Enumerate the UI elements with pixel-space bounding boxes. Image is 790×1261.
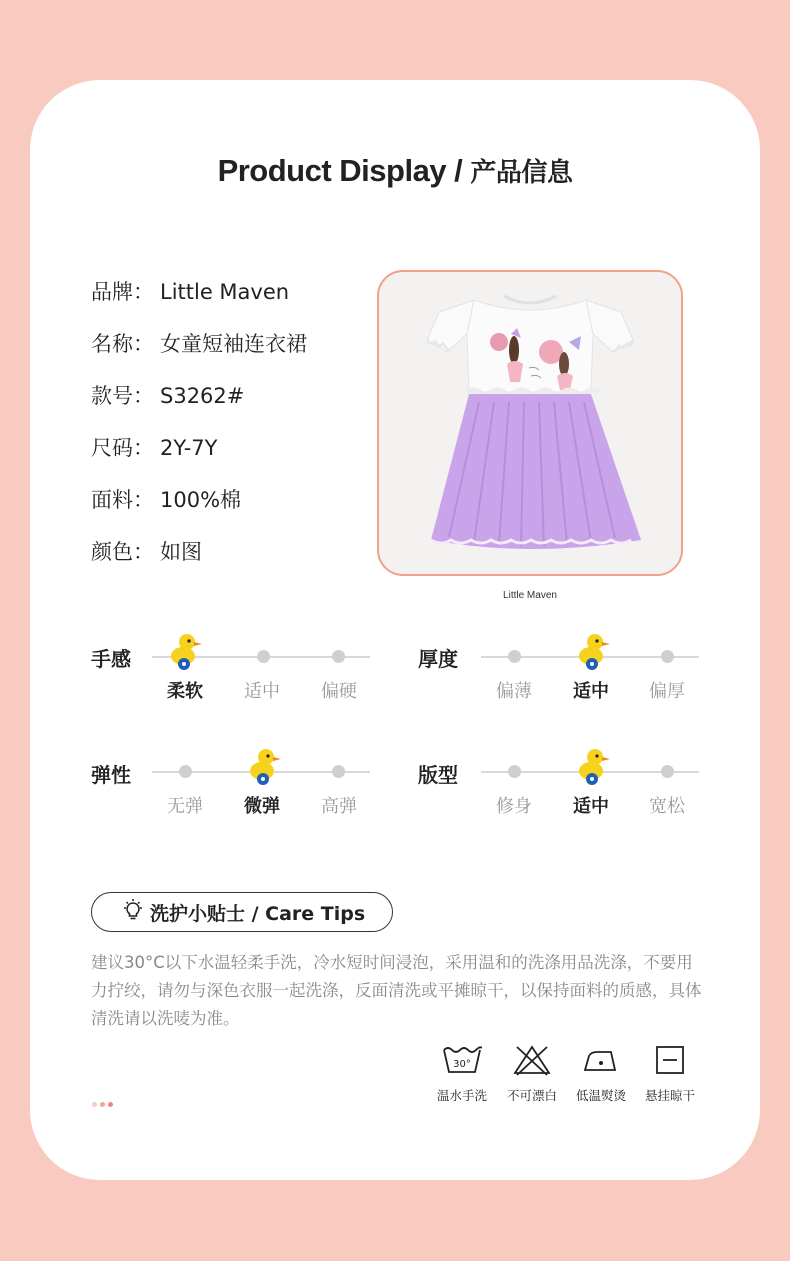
wash-symbol [422,1044,502,1104]
attr-option: 偏薄 [496,681,532,702]
attr-option-selected: 柔软 [167,681,203,702]
duck-marker-icon [167,632,203,672]
spec-value: 如图 [160,540,202,564]
photo-caption: Little Maven [503,590,557,601]
svg-text:30°: 30° [453,1059,471,1070]
spec-value: 2Y-7Y [160,436,218,460]
attr-option: 偏厚 [649,681,685,702]
attr-label-elasticity: 弹性 [91,763,131,787]
spec-color [91,536,202,566]
attr-label-fit: 版型 [418,763,458,787]
wash-symbol-label: 温水手洗 [436,1088,487,1103]
spec-value: Little Maven [160,280,290,304]
page-title [0,152,790,189]
title-cn: 产品信息 [470,158,573,188]
spec-name [91,328,307,358]
attr-dot [661,650,674,663]
attr-option-selected: 微弹 [244,796,280,817]
product-photo [377,270,683,576]
spec-key: 尺码： [91,436,154,460]
spec-fabric [91,484,241,514]
wash-30-icon [442,1061,482,1080]
wash-symbol-label: 低温熨烫 [575,1088,626,1103]
spec-style-no [91,380,244,410]
wash-symbol-label: 悬挂晾干 [644,1088,695,1103]
spec-brand [91,276,289,306]
spec-key: 品牌： [91,280,154,304]
spec-key: 款号： [91,384,154,408]
attr-label-thickness: 厚度 [418,647,458,671]
decorative-dots [92,1092,116,1111]
title-en: Product Display / [217,153,463,188]
attr-dot [508,765,521,778]
dress-illustration [379,272,681,574]
wash-symbol [630,1044,710,1104]
attr-option: 高弹 [321,796,357,817]
hang-dry-icon [650,1061,690,1080]
duck-marker-icon [575,632,611,672]
spec-value: 100%棉 [160,488,242,512]
iron-low-icon [581,1061,621,1080]
dot [108,1102,113,1107]
care-tips-title: 洗护小贴士 / Care Tips [150,902,366,925]
duck-marker-icon [246,747,282,787]
no-bleach-icon [512,1061,552,1080]
spec-key: 面料： [91,488,154,512]
attr-option: 适中 [244,681,280,702]
attr-option: 宽松 [649,796,685,817]
spec-key: 颜色： [91,540,154,564]
duck-marker-icon [575,747,611,787]
spec-key: 名称： [91,332,154,356]
attr-option-selected: 适中 [573,796,609,817]
wash-symbol-label: 不可漂白 [506,1088,557,1103]
attr-dot [179,765,192,778]
spec-value: 女童短袖连衣裙 [160,332,307,356]
wash-symbol [492,1044,572,1104]
attr-option: 修身 [496,796,532,817]
dot [100,1102,105,1107]
attr-dot [332,765,345,778]
care-instructions: 建议30°C以下水温轻柔手洗，冷水短时间浸泡，采用温和的洗涤用品洗涤，不要用力拧绞，请勿与深色衣服一起洗涤，反面清洗或平摊晾干，以保持面料的质感，具体清洗请以洗唛为准。 [91,953,702,1028]
attr-label-feel: 手感 [91,647,131,671]
dot [92,1102,97,1107]
attr-dot [661,765,674,778]
spec-value: S3262# [160,384,245,408]
attr-dot [508,650,521,663]
attr-option: 无弹 [167,796,203,817]
care-tips-header [91,892,393,932]
attr-option: 偏硬 [321,681,357,702]
lightbulb-icon [122,899,150,926]
attr-dot [257,650,270,663]
attr-option-selected: 适中 [573,681,609,702]
spec-size [91,432,217,462]
attr-dot [332,650,345,663]
wash-symbol [561,1044,641,1104]
